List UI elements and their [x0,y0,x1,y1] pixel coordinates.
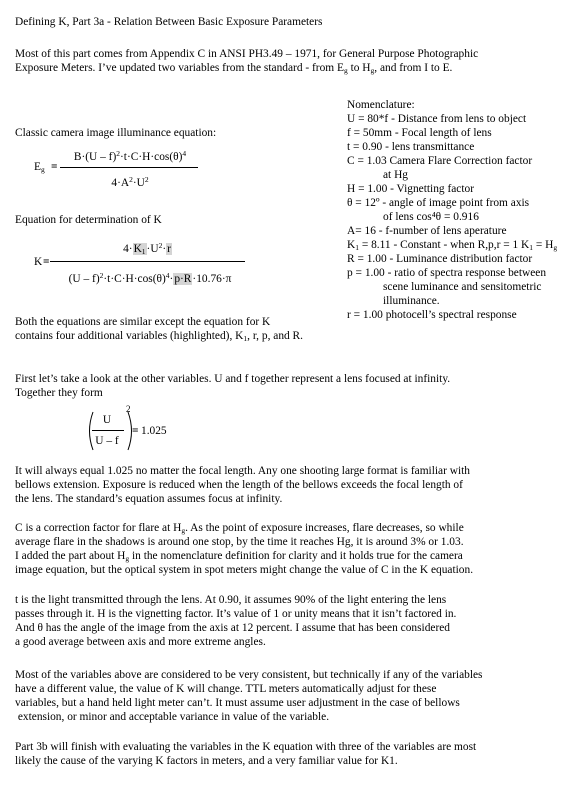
k-numerator: $4\cdot K_1\cdot U^2\cdot r$ [123,241,171,256]
paragraph-line: t is the light transmitted through the lens. At 0.90, it assumes 90% of the light entering the lens [15,594,447,606]
variables-paragraph [15,668,560,724]
classic-equals: = [51,161,58,173]
paragraph-line: passes through it. H is the vignetting factor. It’s value of 1 or unity means that it isn’t factored in. [15,608,457,620]
comparison-paragraph [15,315,335,343]
intro-line-1: Most of this part comes from Appendix C in ANSI PH3.49 – 1971, for General Purpose Photographic [15,48,479,60]
nomenclature-item: scene luminance and sensitometric [383,281,542,293]
classic-denominator: $4\cdot A^2\cdot U^2$ [111,175,149,189]
nomenclature-item: C = 1.03 Camera Flare Correction factor [347,155,533,167]
paragraph-line: Most of the variables above are considered to be very consistent, but technically if any of the variables [15,669,483,681]
paragraph-line: likely the cause of the varying K factors in meters, and a very familiar value for K1. [15,755,398,767]
intro-line-2: Exposure Meters. I’ve updated two variables from the standard - from $E_g$ to $H_g$, and from I to E. [15,62,453,75]
paragraph-line: a good average between axis and more extreme angles. [15,636,266,648]
first-line-2: Together they form [15,387,103,399]
transmittance-paragraph [15,593,560,649]
paragraph-line: C is a correction factor for flare at $H_g$. As the point of exposure increases, flare decreases, so while [15,522,464,535]
k1-highlight: $K_1$ [133,243,146,256]
paragraph-line: image equation, but the optical system in spot meters might change the value of C in the K equation. [15,564,474,576]
nomenclature-item: p = 1.00 - ratio of spectra response between [347,267,547,279]
pR-highlight: p·R [174,273,192,285]
comparison-line-2: contains four additional variables (highlighted), $K_1$, r, p, and R. [15,330,303,343]
nomenclature-item: U = 80*f - Distance from lens to object [347,113,527,125]
k-denominator: $(U - f)^2\cdot t\cdot C\cdot H\cdot\cos(\theta)^4\cdot p\cdot R\cdot 10.76\cdot\pi$ [68,271,232,285]
classic-numerator: $B\cdot(U - f)^2\cdot t\cdot C\cdot H\cdot\cos(\theta)^4$ [73,149,187,163]
ratio-numerator: U [102,414,112,426]
nomenclature-item: at Hg [383,169,408,181]
page-title: Defining K, Part 3a - Relation Between Basic Exposure Parameters [15,16,323,28]
paragraph-line: average flare in the shadows is around one stop, by the time it reaches Hg, it is around 3% or 1.03. [15,536,464,548]
nomenclature-item-k1: $K_1 = 8.11$ - Constant - when R,p,r = 1 $K_1 = H_g$ [347,239,558,252]
ratio-fraction-bar [92,430,124,431]
nomenclature-item: θ = 12º - angle of image point from axis [347,197,530,209]
nomenclature-item: R = 1.00 - Luminance distribution factor [347,253,533,265]
paragraph-line: bellows extension. Exposure is reduced when the length of the bellows exceeds the focal length of [15,479,463,491]
paragraph-line: extension, or minor and acceptable variance in value of the variable. [15,711,330,723]
paragraph-line: the lens. The standard’s equation assumes focus at infinity. [15,493,283,505]
classic-fraction-bar [60,167,198,168]
comparison-line-1: Both the equations are similar except the equation for K [15,316,271,328]
infinity-paragraph [15,464,560,506]
nomenclature-item: H = 1.00 - Vignetting factor [347,183,475,195]
nomenclature-item: illuminance. [383,295,440,307]
nomenclature-heading: Nomenclature: [347,99,415,111]
paragraph-line: I added the part about $H_g$ in the nomenclature definition for clarity and it holds true for the camera [15,550,463,563]
first-line-1: First let’s take a look at the other variables. U and f together represent a lens focused at infinity. [15,373,451,385]
nomenclature-item: f = 50mm - Focal length of lens [347,127,492,139]
paragraph-line: Part 3b will finish with evaluating the variables in the K equation with three of the variables are most [15,741,477,753]
intro-paragraph [15,47,560,75]
ratio-equals: = [132,425,139,437]
classic-equation-heading: Classic camera image illuminance equation: [15,127,217,139]
paragraph-line: variables, but a hand held light meter can’t. It must assume user adjustment in the case of bellows [15,697,460,709]
k-fraction-bar [50,261,245,262]
first-paragraph [15,372,560,400]
nomenclature-item: r = 1.00 photocell’s spectral response [347,309,517,321]
classic-lhs: $E_g$ [34,161,45,174]
r-highlight: r [167,243,171,255]
paragraph-line: have a different value, the value of K will change. TTL meters automatically adjust for these [15,683,437,695]
ratio-value: 1.025 [141,425,167,437]
paragraph-line: And θ has the angle of the image from the axis at 12 percent. I assume that has been considered [15,622,450,634]
nomenclature-item: of lens cos⁴θ = 0.916 [383,211,479,223]
k-equation-heading: Equation for determination of K [15,214,162,226]
ratio-exponent: 2 [126,404,131,414]
nomenclature-item: t = 0.90 - lens transmittance [347,141,475,153]
paragraph-line: It will always equal 1.025 no matter the focal length. Any one shooting large format is familiar with [15,465,470,477]
closing-paragraph [15,740,560,768]
k-lhs: K [34,256,43,268]
nomenclature [347,98,557,322]
nomenclature-item: A= 16 - f-number of lens aperature [347,225,507,237]
flare-paragraph [15,521,560,577]
ratio-denominator: U – f [95,435,119,447]
k-equals: = [43,256,50,268]
